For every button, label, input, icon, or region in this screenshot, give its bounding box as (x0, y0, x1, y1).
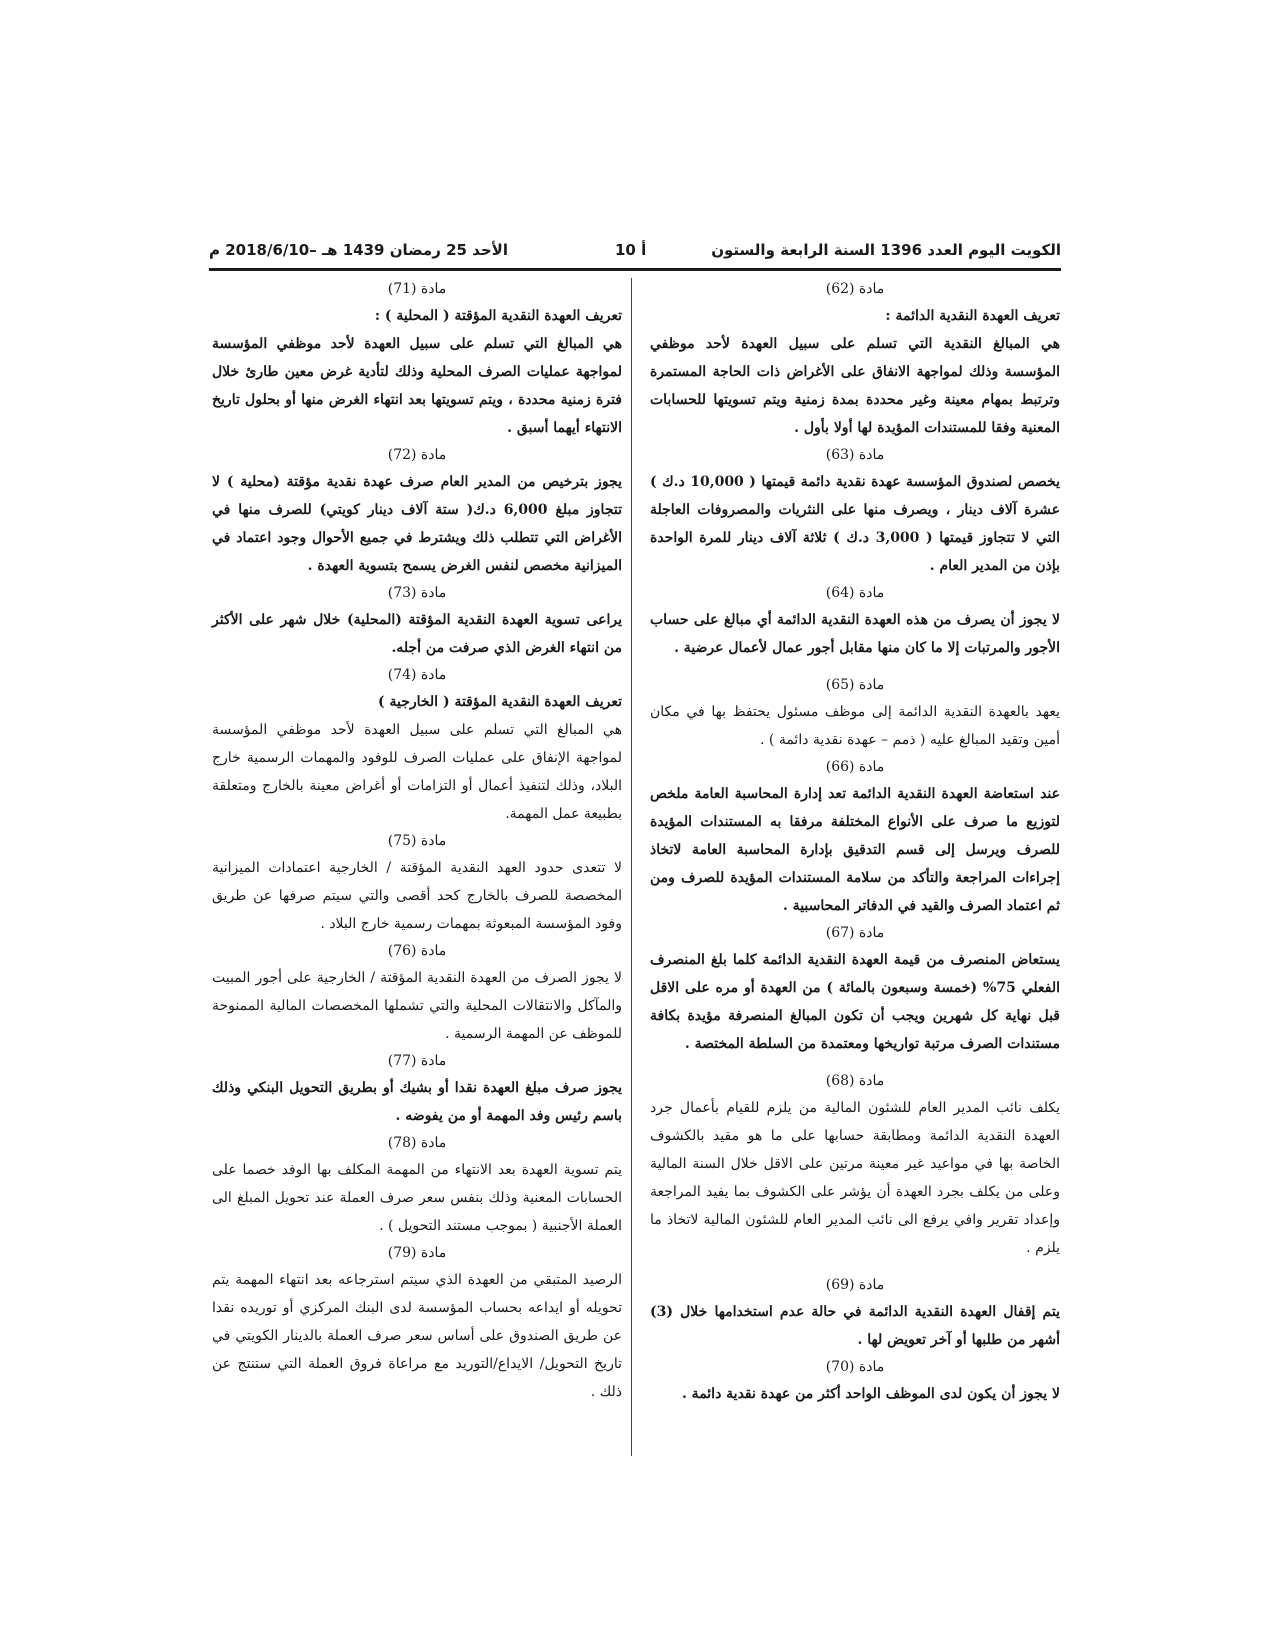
article-71-label: مادة (71) (387, 281, 447, 297)
article-66-label: مادة (66) (825, 759, 885, 775)
article-65-text: يعهد بالعهدة النقدية الدائمة إلى موظف مسئول يحتفظ بها في مكان أمين وتقيد المبالغ عليه ( ذمم – عهدة نقدية دائمة ) . (650, 704, 1060, 748)
article-67-text: يستعاض المنصرف من قيمة العهدة النقدية الدائمة كلما بلغ المنصرف الفعلي 75% (خمسة وسبعون بالمائة ) من العهدة أو مره على الاقل قبل نهاية كل شهرين ويجب أن تكون المبالغ المنصرفة مؤيدة بكافة مستندات الصرف مرتبة تواريخها ومعتمدة من السلطة المختصة . (650, 952, 1061, 1052)
column-divider (631, 278, 632, 1456)
article-74-title: تعريف العهدة النقدية المؤقتة ( الخارجية ) (377, 694, 622, 710)
article-63-label: مادة (63) (825, 447, 885, 463)
article-74-label: مادة (74) (387, 667, 447, 683)
article-69-label: مادة (69) (825, 1277, 885, 1293)
header-date: الأحد 25 رمضان 1439 هـ –2018/6/10 م (209, 241, 508, 259)
article-66-text: عند استعاضة العهدة النقدية الدائمة تعد إدارة المحاسبة العامة ملخص لتوزيع ما صرف على الأنواع المختلفة مرفقا به المستندات المؤيدة للصرف ويرسل إلى قسم التدقيق بإدارة المحاسبة العامة لاتخاذ إجراءات المراجعة والتأكد من سلامة المستندات المؤيدة للصرف ومن ثم اعتماد الصرف والقيد في الدفاتر المحاسبية . (650, 786, 1060, 914)
article-72-label: مادة (72) (387, 447, 447, 463)
header-publication: الكويت اليوم العدد 1396 السنة الرابعة والستون (711, 241, 1061, 259)
article-69-text: يتم إقفال العهدة النقدية الدائمة في حالة عدم استخدامها خلال (3) أشهر من طلبها أو آخر تعويض لها . (650, 1304, 1060, 1348)
article-68-label: مادة (68) (825, 1073, 885, 1089)
header-rule (209, 268, 1061, 271)
article-77-label: مادة (77) (387, 1053, 447, 1069)
article-70-text: لا يجوز أن يكون لدى الموظف الواحد أكثر من عهدة نقدية دائمة . (681, 1386, 1060, 1402)
article-75-label: مادة (75) (387, 833, 447, 849)
article-73-label: مادة (73) (387, 585, 447, 601)
article-78-label: مادة (78) (387, 1135, 447, 1151)
header-page-number: أ 10 (615, 241, 647, 259)
article-62-text: هي المبالغ النقدية التي تسلم على سبيل العهدة لأحد موظفي المؤسسة وذلك لمواجهة الانفاق على الأغراض ذات الحاجة المستمرة وترتبط بمهام معينة وغير محددة بمدة زمنية ويتم تسويتها للحسابات المعنية وفقا للمستندات المؤيدة لها أولا بأول . (650, 336, 1060, 436)
article-73-text: يراعى تسوية العهدة النقدية المؤقتة (المحلية) خلال شهر على الأكثر من انتهاء الغرض الذي صرفت من أجله. (212, 612, 622, 656)
article-71-title: تعريف العهدة النقدية المؤقتة ( المحلية ) : (374, 308, 622, 324)
article-62-label: مادة (62) (825, 281, 885, 297)
article-71-text: هي المبالغ التي تسلم على سبيل العهدة لأحد موظفي المؤسسة لمواجهة عمليات الصرف المحلية وذلك لتأدية غرض معين طارئ خلال فترة زمنية محددة ، ويتم تسويتها بعد انتهاء الغرض منها أو بحلول تاريخ الانتهاء أيهما أسبق . (212, 336, 622, 436)
article-67-label: مادة (67) (825, 925, 885, 941)
article-70-label: مادة (70) (825, 1359, 885, 1375)
left-column (212, 276, 622, 1406)
article-75-text: لا تتعدى حدود العهد النقدية المؤقتة / الخارجية اعتمادات الميزانية المخصصة للصرف بالخارج كحد أقصى والتي سيتم صرفها عن طريق وفود المؤسسة المبعوثة بمهمات رسمية خارج البلاد . (212, 860, 622, 932)
right-column (650, 276, 1060, 1408)
article-78-text: يتم تسوية العهدة بعد الانتهاء من المهمة المكلف بها الوفد خصما على الحسابات المعنية وذلك بنفس سعر صرف العملة عند تحويل المبلغ الى العملة الأجنبية ( بموجب مستند التحويل ) . (212, 1162, 622, 1234)
article-65-label: مادة (65) (825, 677, 885, 693)
article-74-text: هي المبالغ التي تسلم على سبيل العهدة لأحد موظفي المؤسسة لمواجهة الإنفاق على عمليات الصرف للوفود والمهمات الرسمية خارج البلاد، وذلك لتنفيذ أعمال أو التزامات أو أغراض معينة بالخارج ومتعلقة بطبيعة عمل المهمة. (212, 722, 622, 822)
page-header (209, 237, 1061, 267)
article-76-label: مادة (76) (387, 943, 447, 959)
article-79-text: الرصيد المتبقي من العهدة الذي سيتم استرجاعه بعد انتهاء المهمة يتم تحويله أو ايداعه بحساب المؤسسة لدى البنك المركزي أو توريده نقدا عن طريق الصندوق على أساس سعر صرف العملة بالدينار الكويتي في تاريخ التحويل/ الايداع/التوريد مع مراعاة فروق العملة التي ستنتج عن ذلك . (212, 1272, 622, 1400)
article-72-text: يجوز بترخيص من المدير العام صرف عهدة نقدية مؤقتة (محلية ) لا تتجاوز مبلغ 6,000 د.ك( ستة آلاف دينار كويتي) للصرف منها في الأغراض التي تتطلب ذلك ويشترط في جميع الأحوال وجود اعتماد في الميزانية مخصص لنفس الغرض يسمح بتسوية العهدة . (212, 474, 622, 574)
article-68-text: يكلف نائب المدير العام للشئون المالية من يلزم للقيام بأعمال جرد العهدة النقدية الدائمة ومطابقة حسابها على ما هو مقيد بالكشوف الخاصة بها في مواعيد غير معينة مرتين على الاقل خلال السنة المالية وعلى من يكلف بجرد العهدة أن يؤشر على الكشوف بما يفيد المراجعة وإعداد تقرير وافي يرفع الى نائب المدير العام للشئون المالية لاتخاذ ما يلزم . (650, 1100, 1060, 1256)
article-64-text: لا يجوز أن يصرف من هذه العهدة النقدية الدائمة أي مبالغ على حساب الأجور والمرتبات إلا ما كان منها مقابل أجور عمال لأعمال عرضية . (650, 612, 1060, 656)
article-64-label: مادة (64) (825, 585, 885, 601)
article-79-label: مادة (79) (387, 1245, 447, 1261)
article-63-text: يخصص لصندوق المؤسسة عهدة نقدية دائمة قيمتها ( 10,000 د.ك ) عشرة آلاف دينار ، ويصرف منها على النثريات والمصروفات العاجلة التي لا تتجاوز قيمتها ( 3,000 د.ك ) ثلاثة آلاف دينار للمرة الواحدة بإذن من المدير العام . (650, 474, 1060, 574)
article-62-title: تعريف العهدة النقدية الدائمة : (885, 308, 1060, 324)
article-77-text: يجوز صرف مبلغ العهدة نقدا أو بشيك أو بطريق التحويل البنكي وذلك باسم رئيس وفد المهمة أو من يفوضه . (212, 1080, 622, 1124)
article-76-text: لا يجوز الصرف من العهدة النقدية المؤقتة / الخارجية على أجور المبيت والمآكل والانتقالات المحلية والتي تشملها المخصصات المالية الممنوحة للموظف عن المهمة الرسمية . (212, 970, 622, 1042)
